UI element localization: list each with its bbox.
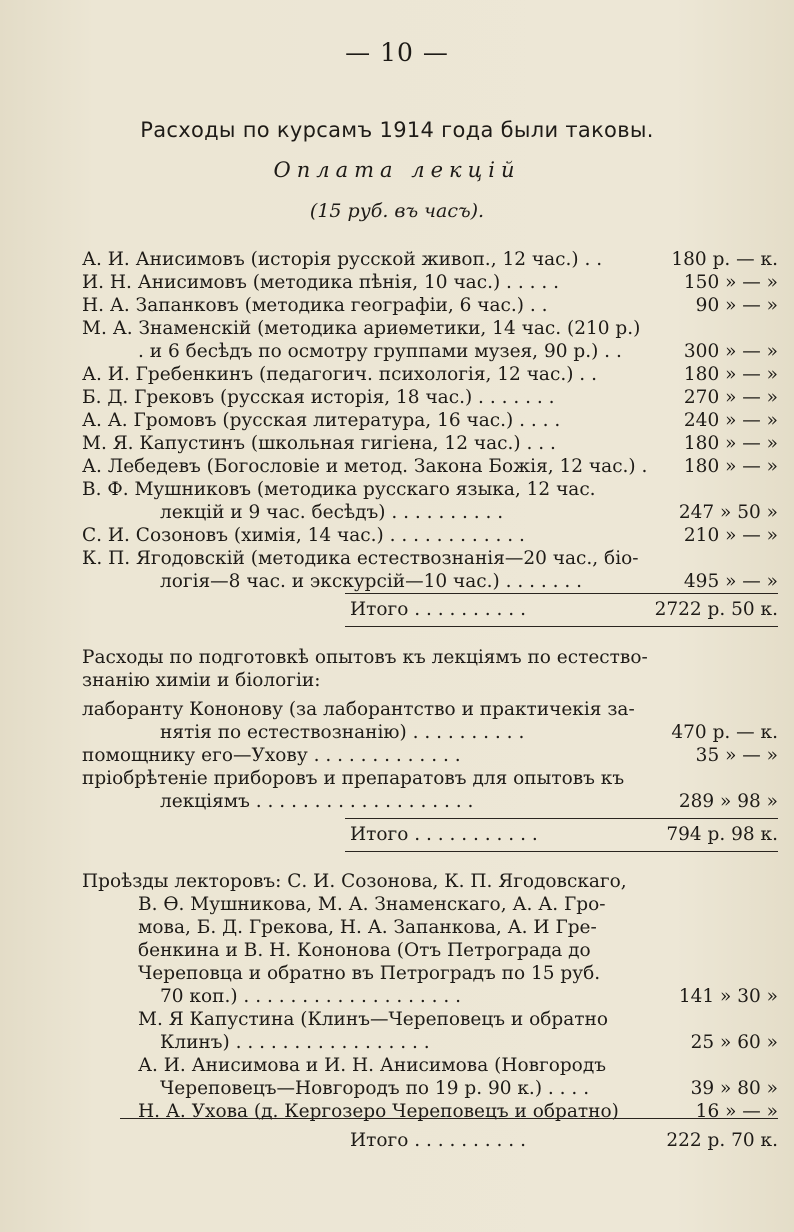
list-item bbox=[82, 1031, 778, 1054]
list-item bbox=[82, 455, 778, 478]
item-text: М. Я. Капустинъ (школьная гигіена, 12 час.) . . . bbox=[82, 433, 556, 454]
list-item bbox=[82, 1100, 778, 1123]
item-text: логія—8 час. и экскурсій—10 час.) . . . . . . . bbox=[160, 571, 583, 592]
item-text: А. И. Анисимова и И. Н. Анисимова (Новгородъ bbox=[138, 1055, 606, 1076]
divider bbox=[345, 593, 778, 594]
total-row-lectures bbox=[82, 598, 778, 622]
item-text: А. И. Гребенкинъ (педагогич. психологія, 12 час.) . . bbox=[82, 364, 597, 385]
list-item bbox=[82, 721, 778, 744]
item-amount: 210 » — » bbox=[683, 525, 778, 546]
list-item bbox=[82, 340, 778, 363]
list-item bbox=[82, 386, 778, 409]
page-number: — 10 — bbox=[345, 38, 449, 67]
item-amount: 495 » — » bbox=[683, 571, 778, 592]
item-text: С. И. Созоновъ (химія, 14 час.) . . . . . . . . . . . . bbox=[82, 525, 525, 546]
item-text: В. Ѳ. Мушникова, М. А. Знаменскаго, А. А. Гро- bbox=[138, 894, 606, 915]
list-item bbox=[82, 939, 778, 962]
list-item bbox=[82, 893, 778, 916]
item-text: А. Лебедевъ (Богословіе и метод. Закона Божія, 12 час.) . bbox=[82, 456, 648, 477]
item-text: К. П. Ягодовскій (методика естествознанія—20 час., біо- bbox=[82, 548, 639, 569]
list-item bbox=[82, 271, 778, 294]
list-item bbox=[82, 767, 778, 790]
divider bbox=[345, 818, 778, 819]
item-amount: 150 » — » bbox=[683, 272, 778, 293]
item-amount: 39 » 80 » bbox=[690, 1078, 778, 1099]
item-amount: 470 р. — к. bbox=[671, 722, 778, 743]
list-item bbox=[82, 962, 778, 985]
item-amount: 35 » — » bbox=[695, 745, 778, 766]
lecture-payments-list bbox=[82, 248, 778, 593]
page-title: Расходы по курсамъ 1914 года были таковы. bbox=[140, 118, 654, 142]
item-text: лекціямъ . . . . . . . . . . . . . . . . . . . bbox=[160, 791, 474, 812]
item-text: бенкина и В. Н. Кононова (Отъ Петрограда до bbox=[138, 940, 591, 961]
item-text: . и 6 бесѣдъ по осмотру группами музея, 90 р.) . . bbox=[138, 341, 622, 362]
list-item bbox=[82, 985, 778, 1008]
total-label: Итого . . . . . . . . . . . bbox=[350, 824, 538, 845]
item-text: М. А. Знаменскій (методика ариѳметики, 14 час. (210 р.) bbox=[82, 318, 641, 339]
total-row-travel bbox=[82, 1129, 778, 1153]
list-item bbox=[82, 790, 778, 813]
total-amount: 794 р. 98 к. bbox=[666, 824, 778, 845]
item-text: А. И. Анисимовъ (исторія русской живоп., 12 час.) . . bbox=[82, 249, 603, 270]
item-text: А. А. Громовъ (русская литература, 16 час.) . . . . bbox=[82, 410, 561, 431]
total-label: Итого . . . . . . . . . . bbox=[350, 1130, 526, 1151]
divider bbox=[345, 851, 778, 852]
item-amount: 300 » — » bbox=[683, 341, 778, 362]
item-amount: 180 » — » bbox=[683, 364, 778, 385]
item-amount: 180 » — » bbox=[683, 456, 778, 477]
item-text: нятія по естествознанію) . . . . . . . . . . bbox=[160, 722, 525, 743]
item-text: Проѣзды лекторовъ: С. И. Созонова, К. П. Ягодовскаго, bbox=[82, 871, 627, 892]
list-item bbox=[82, 363, 778, 386]
total-amount: 222 р. 70 к. bbox=[666, 1130, 778, 1151]
item-text: 70 коп.) . . . . . . . . . . . . . . . . . . . bbox=[160, 986, 462, 1007]
item-text: В. Ф. Мушниковъ (методика русскаго языка, 12 час. bbox=[82, 479, 596, 500]
item-amount: 90 » — » bbox=[695, 295, 778, 316]
total-label: Итого . . . . . . . . . . bbox=[350, 599, 526, 620]
experiments-heading bbox=[82, 646, 778, 692]
total-amount: 2722 р. 50 к. bbox=[654, 599, 778, 620]
item-text: пріобрѣтеніе приборовъ и препаратовъ для опытовъ къ bbox=[82, 768, 625, 789]
list-item bbox=[82, 409, 778, 432]
rate-note: (15 руб. въ часъ). bbox=[309, 200, 485, 222]
list-item bbox=[82, 1008, 778, 1031]
list-item bbox=[82, 870, 778, 893]
experiment-expenses-list bbox=[82, 698, 778, 813]
list-item bbox=[82, 501, 778, 524]
total-row-experiments bbox=[82, 823, 778, 847]
travel-expenses-list bbox=[82, 870, 778, 1123]
item-text: И. Н. Анисимовъ (методика пѣнія, 10 час.) . . . . . bbox=[82, 272, 559, 293]
list-item bbox=[82, 1077, 778, 1100]
divider bbox=[345, 626, 778, 627]
list-item bbox=[82, 744, 778, 767]
list-item bbox=[82, 916, 778, 939]
item-amount: 247 » 50 » bbox=[678, 502, 778, 523]
item-amount: 25 » 60 » bbox=[690, 1032, 778, 1053]
list-item bbox=[82, 294, 778, 317]
heading-line: знанію химіи и біологіи: bbox=[82, 670, 321, 691]
divider bbox=[120, 1118, 778, 1119]
item-text: Н. А. Ухова (д. Кергозеро Череповецъ и обратно) bbox=[138, 1101, 619, 1122]
item-amount: 289 » 98 » bbox=[678, 791, 778, 812]
list-item bbox=[82, 1054, 778, 1077]
item-text: Череповецъ—Новгородъ по 19 р. 90 к.) . . . . bbox=[160, 1078, 590, 1099]
item-amount: 180 » — » bbox=[683, 433, 778, 454]
list-item bbox=[82, 478, 778, 501]
heading-line: Расходы по подготовкѣ опытовъ къ лекціямъ по естество- bbox=[82, 647, 648, 668]
item-text: М. Я Капустина (Клинъ—Череповецъ и обратно bbox=[138, 1009, 608, 1030]
item-text: мова, Б. Д. Грекова, Н. А. Запанкова, А. И Гре- bbox=[138, 917, 597, 938]
item-text: Н. А. Запанковъ (методика географіи, 6 час.) . . bbox=[82, 295, 548, 316]
item-amount: 141 » 30 » bbox=[678, 986, 778, 1007]
list-item bbox=[82, 547, 778, 570]
section-subtitle: Оплата лекцій bbox=[273, 158, 521, 182]
item-text: помощнику его—Ухову . . . . . . . . . . . . . bbox=[82, 745, 461, 766]
item-text: Клинъ) . . . . . . . . . . . . . . . . . bbox=[160, 1032, 430, 1053]
list-item bbox=[82, 317, 778, 340]
item-amount: 270 » — » bbox=[683, 387, 778, 408]
list-item bbox=[82, 248, 778, 271]
item-text: лекцій и 9 час. бесѣдъ) . . . . . . . . . . bbox=[160, 502, 504, 523]
item-amount: 180 р. — к. bbox=[671, 249, 778, 270]
item-amount: 16 » — » bbox=[695, 1101, 778, 1122]
item-text: лаборанту Кононову (за лаборантство и практичекія за- bbox=[82, 699, 635, 720]
list-item bbox=[82, 570, 778, 593]
item-amount: 240 » — » bbox=[683, 410, 778, 431]
list-item bbox=[82, 524, 778, 547]
item-text: Череповца и обратно въ Петроградъ по 15 руб. bbox=[138, 963, 601, 984]
list-item bbox=[82, 432, 778, 455]
list-item bbox=[82, 698, 778, 721]
item-text: Б. Д. Грековъ (русская исторія, 18 час.) . . . . . . . bbox=[82, 387, 555, 408]
